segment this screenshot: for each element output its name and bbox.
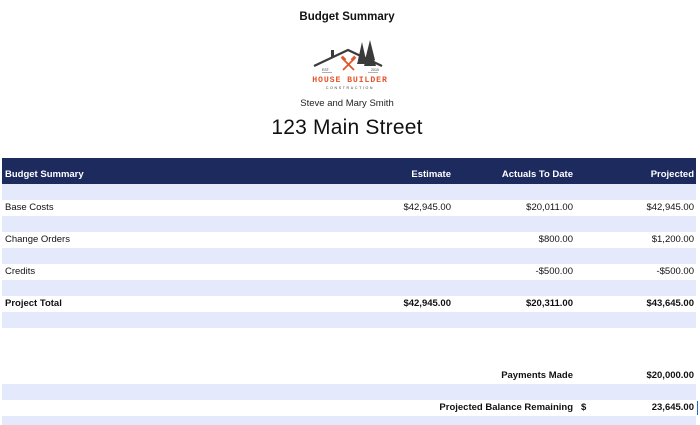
spacer-row [2,312,696,328]
table-header-row [2,158,696,184]
table-row-project-total [2,296,696,312]
header-estimate[interactable]: Estimate [411,169,451,180]
balance-remaining-row [2,400,696,416]
projected-cell[interactable]: $1,200.00 [651,234,694,245]
balance-remaining-value[interactable]: 23,645.00 [651,402,694,413]
total-estimate-cell[interactable]: $42,945.00 [403,298,451,309]
svg-text:2010: 2010 [371,68,379,72]
table-row-base-costs [2,200,696,216]
table-row-credits [2,264,696,280]
house-builder-logo [300,38,400,94]
project-address: 123 Main Street [271,116,423,139]
header-actuals[interactable]: Actuals To Date [501,169,573,180]
total-label[interactable]: Project Total [5,298,62,309]
actuals-cell[interactable]: $800.00 [538,234,573,245]
actuals-cell[interactable]: -$500.00 [535,266,573,277]
spacer-row [2,384,696,400]
total-actuals-cell[interactable]: $20,311.00 [525,298,573,309]
row-label[interactable]: Change Orders [5,234,70,245]
header-projected[interactable]: Projected [650,169,694,180]
house-logo-icon [300,38,400,94]
spacer-row [2,248,696,264]
svg-text:CONSTRUCTION: CONSTRUCTION [325,86,375,90]
svg-text:HOUSE BUILDER: HOUSE BUILDER [312,76,388,85]
spacer-row [2,184,696,200]
document-title: Budget Summary [299,11,395,23]
spacer-row [2,416,696,425]
table-row-change-orders [2,232,696,248]
spacer-row [2,280,696,296]
client-name: Steve and Mary Smith [300,98,394,109]
row-label[interactable]: Credits [5,266,36,277]
payments-made-value[interactable]: $20,000.00 [646,370,694,381]
actuals-cell[interactable]: $20,011.00 [526,202,573,213]
svg-text:EST.: EST. [322,68,330,72]
row-label[interactable]: Base Costs [5,202,54,213]
balance-remaining-label[interactable]: Projected Balance Remaining [439,402,573,413]
projected-cell[interactable]: $42,945.00 [646,202,694,213]
balance-currency-symbol: $ [581,402,587,413]
header-budget-summary[interactable]: Budget Summary [5,169,84,180]
payments-made-label[interactable]: Payments Made [501,370,573,381]
spacer-row [2,216,696,232]
budget-table [2,158,696,425]
payments-made-row [2,368,696,384]
estimate-cell[interactable]: $42,945.00 [403,202,451,213]
total-projected-cell[interactable]: $43,645.00 [646,298,694,309]
projected-cell[interactable]: -$500.00 [656,266,694,277]
